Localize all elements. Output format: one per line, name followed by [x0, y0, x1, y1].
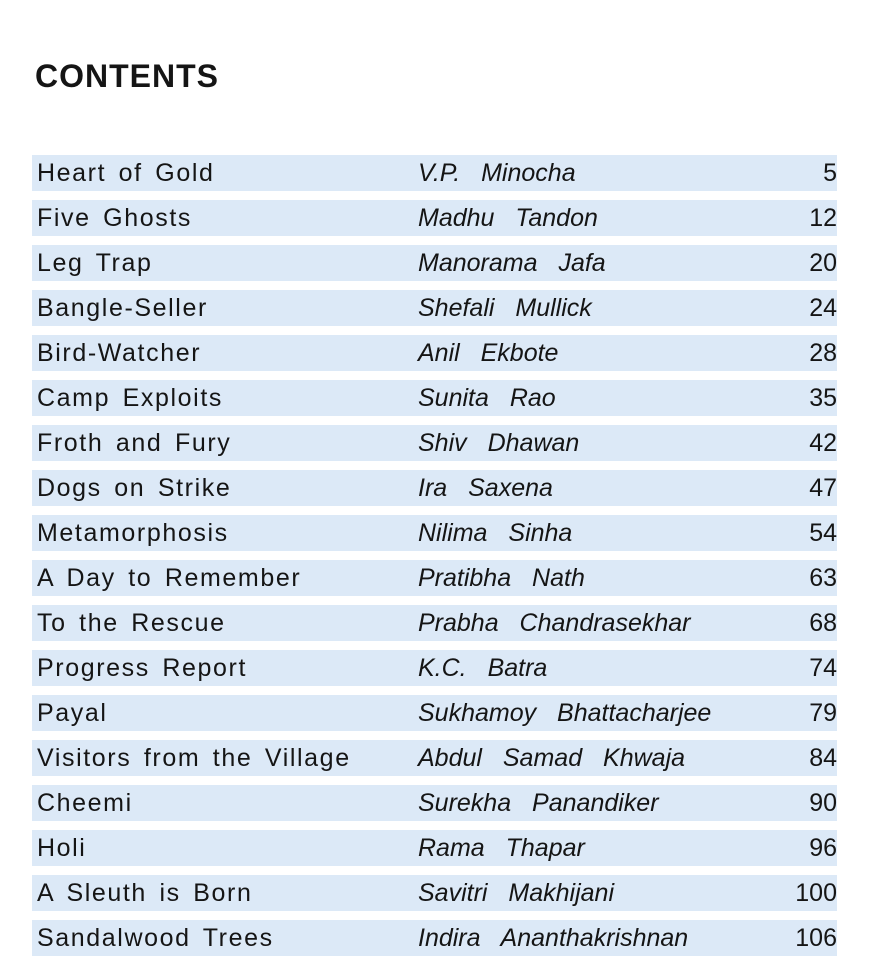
story-author: Indira Ananthakrishnan [418, 924, 689, 952]
story-title: Heart of Gold [37, 159, 215, 187]
page-number: 79 [809, 699, 837, 727]
contents-row [32, 200, 837, 236]
story-title: Progress Report [37, 654, 248, 682]
page-number: 106 [795, 924, 837, 952]
story-author: Surekha Panandiker [418, 789, 659, 817]
page-number: 5 [823, 159, 837, 187]
story-title: Five Ghosts [37, 204, 192, 232]
page-number: 42 [809, 429, 837, 457]
story-author: Abdul Samad Khwaja [418, 744, 686, 772]
story-title: A Day to Remember [37, 564, 302, 592]
page-number: 24 [809, 294, 837, 322]
story-author: Nilima Sinha [418, 519, 573, 547]
page-number: 35 [809, 384, 837, 412]
contents-row [32, 335, 837, 371]
story-title: Sandalwood Trees [37, 924, 274, 952]
contents-row [32, 740, 837, 776]
page-number: 68 [809, 609, 837, 637]
contents-row [32, 830, 837, 866]
story-author: Manorama Jafa [418, 249, 606, 277]
story-title: Cheemi [37, 789, 133, 817]
story-author: V.P. Minocha [418, 159, 576, 187]
story-title: Camp Exploits [37, 384, 223, 412]
story-title: Holi [37, 834, 87, 862]
contents-row [32, 605, 837, 641]
page-number: 63 [809, 564, 837, 592]
page-number: 54 [809, 519, 837, 547]
page-number: 74 [809, 654, 837, 682]
story-author: Savitri Makhijani [418, 879, 615, 907]
story-title: Leg Trap [37, 249, 153, 277]
story-author: Sunita Rao [418, 384, 556, 412]
page-number: 96 [809, 834, 837, 862]
story-title: Dogs on Strike [37, 474, 232, 502]
contents-row [32, 515, 837, 551]
contents-row [32, 920, 837, 956]
story-title: Bird-Watcher [37, 339, 202, 367]
contents-row [32, 425, 837, 461]
page-number: 84 [809, 744, 837, 772]
contents-row [32, 785, 837, 821]
story-author: Rama Thapar [418, 834, 585, 862]
contents-row [32, 290, 837, 326]
contents-row [32, 650, 837, 686]
page-number: 28 [809, 339, 837, 367]
story-title: Visitors from the Village [37, 744, 351, 772]
story-author: K.C. Batra [418, 654, 548, 682]
story-author: Ira Saxena [418, 474, 553, 502]
contents-row [32, 875, 837, 911]
story-title: Froth and Fury [37, 429, 232, 457]
contents-row [32, 560, 837, 596]
story-author: Pratibha Nath [418, 564, 585, 592]
page-number: 90 [809, 789, 837, 817]
page-number: 100 [795, 879, 837, 907]
page-number: 47 [809, 474, 837, 502]
contents-row [32, 155, 837, 191]
story-author: Prabha Chandrasekhar [418, 609, 691, 637]
contents-row [32, 380, 837, 416]
story-author: Sukhamoy Bhattacharjee [418, 699, 712, 727]
story-title: Metamorphosis [37, 519, 229, 547]
page-title: CONTENTS [35, 58, 219, 94]
page-number: 12 [809, 204, 837, 232]
contents-row [32, 695, 837, 731]
story-author: Madhu Tandon [418, 204, 598, 232]
story-author: Shiv Dhawan [418, 429, 580, 457]
contents-row [32, 245, 837, 281]
story-title: A Sleuth is Born [37, 879, 253, 907]
page-number: 20 [809, 249, 837, 277]
story-title: Bangle-Seller [37, 294, 208, 322]
story-title: To the Rescue [37, 609, 226, 637]
story-author: Shefali Mullick [418, 294, 592, 322]
story-title: Payal [37, 699, 108, 727]
contents-row [32, 470, 837, 506]
story-author: Anil Ekbote [418, 339, 559, 367]
